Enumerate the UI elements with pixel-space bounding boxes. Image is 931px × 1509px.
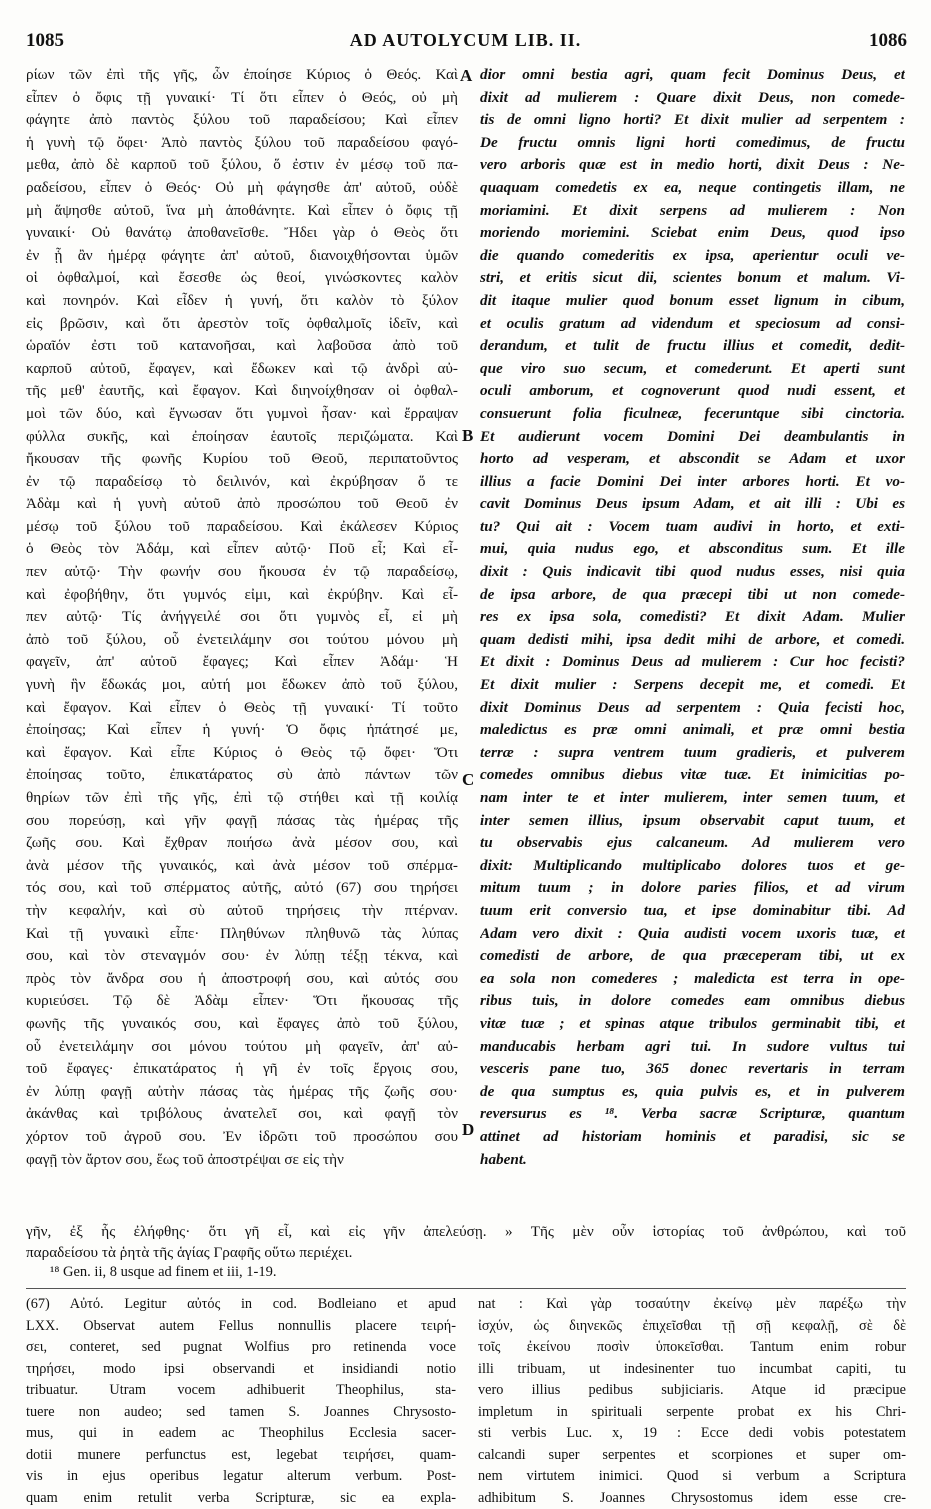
latin-text-line: reversurus es ¹⁸. Verba sacræ Scripturæ, quantum: [480, 1103, 905, 1126]
greek-text-line: πρὸς τὸν ἄνδρα σου ἡ ἀποστροφή σου, καὶ αὐτός σου: [26, 968, 458, 991]
note-line: calcandi super serpentes et scorpiones et super om-: [478, 1445, 906, 1467]
greek-text-line: φωνῆς τῆς γυναικός σου, καὶ ἔφαγες ἀπὸ τοῦ ξύλου,: [26, 1013, 458, 1036]
greek-text-line: χόρτον τοῦ ἀγροῦ σου. Ἐν ἱδρῶτι τοῦ προσώπου σου: [26, 1126, 458, 1149]
latin-text-line: et oculis gratum ad videndum et speciosum ad consi-: [480, 313, 905, 336]
greek-text-line: ρίων τῶν ἐπὶ τῆς γῆς, ὧν ἐποίησε Κύριος ὁ Θεός. Καὶ: [26, 64, 458, 87]
greek-text-line: φύλλα συκῆς, καὶ ἐποίησαν ἑαυτοῖς περιζώματα. Καὶ: [26, 426, 458, 449]
latin-text-line: oculi amborum, et cognoverunt quod nudi essent, et: [480, 380, 905, 403]
greek-text-line: τός σου, καὶ τοῦ σπέρματος αὐτῆς, αὐτό (67) σου τηρήσει: [26, 877, 458, 900]
greek-text-line: πεν αὐτῷ· Τὴν φωνήν σου ἤκουσα ἐν τῷ παραδείσῳ,: [26, 561, 458, 584]
greek-text-line: ἀνὰ μέσον τῆς γυναικός, καὶ ἀνὰ μέσον τοῦ σπέρμα-: [26, 855, 458, 878]
note-line: tuere non audeo; sed tamen S. Joannes Chrysosto-: [26, 1402, 456, 1424]
latin-text-line: dixit ad mulierem : Quare dixit Deus, non comede-: [480, 87, 905, 110]
note-line: sti verbis Luc. x, 19 : Ecce dedi vobis potestatem: [478, 1423, 906, 1445]
greek-text-line: εἰς βρῶσιν, καὶ ὅτι ἀρεστὸν τοῖς ὀφθαλμοῖς ἰδεῖν, καὶ: [26, 313, 458, 336]
latin-text-line: vitæ tuæ ; et spinas atque tribulos germinabit tibi, et: [480, 1013, 905, 1036]
greek-text-line: μέσῳ τοῦ ξύλου τοῦ παραδείσου. Καὶ ἐκάλεσεν Κύριος: [26, 516, 458, 539]
page-header: [0, 30, 931, 60]
greek-continuation-line: γῆν, ἐξ ἧς ἐλήφθης· ὅτι γῆ εἶ, καὶ εἰς γῆν ἀπελεύσῃ. » Τῆς μὲν οὖν ἱστορίας τοῦ ἀνθρώπου, καὶ τοῦ: [26, 1221, 906, 1244]
running-title: AD AUTOLYCUM LIB. II.: [0, 30, 931, 51]
scripture-footnote: ¹⁸ Gen. ii, 8 usque ad finem et iii, 1-19.: [50, 1264, 276, 1281]
greek-text-line: σου, καὶ τὸν στεναγμόν σου· ἐν λύπῃ τέξῃ τέκνα, καὶ: [26, 945, 458, 968]
note-line: adhibitum S. Joannes Chrysostomus idem esse cre-: [478, 1488, 906, 1509]
greek-text-line: ἐν λύπῃ φαγῇ αὐτὴν πάσας τὰς ἡμέρας τῆς ζωῆς σου·: [26, 1081, 458, 1104]
latin-text-line: stri, et eritis sicut dii, scientes bonum et malum. Vi-: [480, 267, 905, 290]
greek-text-line: μοὶ τῶν δύο, καὶ ἔγνωσαν ὅτι γυμνοὶ ἦσαν· καὶ ἔρραψαν: [26, 403, 458, 426]
latin-text-line: cavit Dominus Deus ipsum Adam, et ait illi : Ubi es: [480, 493, 905, 516]
latin-text-line: dit itaque mulier quod bonum esset lignum in cibum,: [480, 290, 905, 313]
note-line: impletum in spirituali serpente probat ex his Chri-: [478, 1402, 906, 1424]
note-line: (67) Αὐτό. Legitur αὐτός in cod. Bodleiano et apud: [26, 1294, 456, 1316]
latin-text-line: manducabis herbam agri tui. In sudore vultus tui: [480, 1036, 905, 1059]
latin-text-line: comedes omnibus diebus vitæ tuæ. Et inimicitias po-: [480, 764, 905, 787]
latin-text-line: res ex ipsa sola, comedisti? Et dixit Adam. Mulier: [480, 606, 905, 629]
latin-text-line: ea sola non comederes ; maledicta est terra in ope-: [480, 968, 905, 991]
latin-text-line: de qua sumptus es, quia pulvis es, et in pulverem: [480, 1081, 905, 1104]
latin-text-line: dixit : Quis indicavit tibi quod nudus esses, nisi quia: [480, 561, 905, 584]
note-line: vis in ejus operibus legatur alterum verbum. Post-: [26, 1466, 456, 1488]
latin-text-line: habent.: [480, 1149, 905, 1172]
greek-text-line: Ἀδὰμ καὶ ἡ γυνὴ αὐτοῦ ἀπὸ προσώπου τοῦ Θεοῦ ἐν: [26, 493, 458, 516]
latin-text-line: De fructu omnis ligni horti comedimus, de fructu: [480, 132, 905, 155]
latin-text-line: quaquam comedetis ex ea, neque contingetis illam, ne: [480, 177, 905, 200]
latin-text-line: die quando comederitis ex ipsa, aperientur oculi ve-: [480, 245, 905, 268]
note-line: nem virtutem inimici. Quod si verbum a Scriptura: [478, 1466, 906, 1488]
latin-text-line: que viro suo secum, et comederunt. Et aperti sunt: [480, 358, 905, 381]
latin-text-line: tis de omni ligno horti? Et dixit mulier ad serpentem :: [480, 109, 905, 132]
latin-text-line: vero arboris quæ est in medio horti, dixit Deus : Ne-: [480, 154, 905, 177]
greek-text-line: ὡραῖόν ἐστι τοῦ κατανοῆσαι, καὶ λαβοῦσα ἀπὸ τοῦ: [26, 335, 458, 358]
section-marker-a: A: [460, 66, 472, 86]
greek-text-line: ἀκάνθας καὶ τριβόλους ἀνατελεῖ σοι, καὶ φαγῇ τὸν: [26, 1103, 458, 1126]
page-number-right: 1086: [869, 30, 907, 52]
greek-text-line: ἐποίησας; Καὶ εἶπεν ἡ γυνή· Ὁ ὄφις ἠπάτησέ με,: [26, 719, 458, 742]
notes-right-column: [478, 1294, 906, 1509]
page-number-left: 1085: [26, 30, 64, 52]
latin-text-line: de ipsa arbore, de qua præcepi tibi ut non comede-: [480, 584, 905, 607]
latin-text-line: Et dixit mulier : Serpens decepit me, et comedi. Et: [480, 674, 905, 697]
greek-text-line: γυνὴ ἣν ἔδωκάς μοι, αὐτή μοι ἔδωκεν ἀπὸ τοῦ ξύλου,: [26, 674, 458, 697]
note-line: ἰσχύν, ὡς διηνεκῶς ἐπιχεῖσθαι τῇ σῇ κεφαλῇ, σὲ δὲ: [478, 1316, 906, 1338]
note-line: nat : Καὶ γὰρ τοσαύτην ἐκείνῳ μὲν παρέξω τὴν: [478, 1294, 906, 1316]
greek-column: [26, 64, 458, 1171]
latin-text-line: illius a facie Domini Dei inter arbores horti. Et vo-: [480, 471, 905, 494]
latin-text-line: nam inter te et inter mulierem, inter semen tuum, et: [480, 787, 905, 810]
latin-text-line: moriendo moriemini. Sciebat enim Deus, quod ipso: [480, 222, 905, 245]
note-line: σει, conteret, sed pugnat Wolfius pro retinenda voce: [26, 1337, 456, 1359]
greek-text-line: ζωῆς σου. Καὶ ἔχθραν ποιήσω ἀνὰ μέσον σου, καὶ: [26, 832, 458, 855]
latin-text-line: dior omni bestia agri, quam fecit Dominus Deus, et: [480, 64, 905, 87]
latin-text-line: quam dedisti mihi, ipsa dedit mihi de arbore, et comedi.: [480, 629, 905, 652]
latin-text-line: inter semen illius, ipsum observabit caput tuum, et: [480, 810, 905, 833]
greek-text-line: φαγεῖν, ἀπ' αὐτοῦ ἔφαγες; Καὶ εἶπεν Ἀδάμ· Ἡ: [26, 651, 458, 674]
latin-text-line: Et dixit : Dominus Deus ad mulierem : Cur hoc fecisti?: [480, 651, 905, 674]
greek-text-line: πεν αὐτῷ· Τίς ἀνήγγειλέ σοι ὅτι γυμνὸς εἶ, εἰ μὴ: [26, 606, 458, 629]
greek-text-line: Καὶ τῇ γυναικὶ εἶπε· Πληθύνων πληθυνῶ τὰς λύπας: [26, 923, 458, 946]
greek-text-line: τῆς μεθ' ἑαυτῆς, καὶ ἔφαγον. Καὶ διηνοίχθησαν οἱ ὀφθαλ-: [26, 380, 458, 403]
greek-text-line: τοῦ ἔφαγες· ἐπικατάρατος ἡ γῆ ἐν τοῖς ἔργοις σου,: [26, 1058, 458, 1081]
greek-continuation-line: παραδείσου τὰ ῥητὰ τῆς ἁγίας Γραφῆς οὕτω περιέχει.: [26, 1242, 906, 1265]
latin-text-line: terræ : supra ventrem tuum gradieris, et pulverem: [480, 742, 905, 765]
latin-text-line: mui, quia nudus ego, et absconditus sum. Et ille: [480, 538, 905, 561]
latin-text-line: Et audierunt vocem Domini Dei deambulantis in: [480, 426, 905, 449]
greek-text-line: σου πορεύσῃ, καὶ γῆν φαγῇ πάσας τὰς ἡμέρας τῆς: [26, 810, 458, 833]
note-line: quam enim retulit verba Scripturæ, sic ea expla-: [26, 1488, 456, 1509]
greek-text-line: καρποῦ αὐτοῦ, ἔφαγεν, καὶ ἔδωκεν καὶ τῷ ἀνδρὶ αὐ-: [26, 358, 458, 381]
latin-text-line: ribus tuis, in dolore comedes eam omnibus diebus: [480, 990, 905, 1013]
note-line: tribuatur. Utram vocem adhibuerit Theophilus, sta-: [26, 1380, 456, 1402]
latin-text-line: tu? Qui ait : Vocem tuam audivi in horto, et exti-: [480, 516, 905, 539]
latin-text-line: tu observabis ejus calcaneum. Ad mulierem vero: [480, 832, 905, 855]
greek-text-line: φάγητε ἀπὸ παντὸς ξύλου τοῦ παραδείσου; Καὶ εἶπεν: [26, 109, 458, 132]
greek-text-line: ραδείσου, εἶπεν ὁ Θεός· Οὐ μὴ φάγησθε ἀπ' αὐτοῦ, οὐδὲ: [26, 177, 458, 200]
footnote-divider: [26, 1288, 906, 1289]
greek-text-line: ἤκουσαν τῆς φωνῆς Κυρίου τοῦ Θεοῦ, περιπατοῦντος: [26, 448, 458, 471]
latin-text-line: dixit: Multiplicando multiplicabo dolores tuos et ge-: [480, 855, 905, 878]
greek-text-line: οἱ ὀφθαλμοί, καὶ ἔσεσθε ὡς θεοί, γινώσκοντες καλὸν: [26, 267, 458, 290]
note-line: vero illius pedibus subjiciaris. Atque id præcipue: [478, 1380, 906, 1402]
latin-text-line: consuerunt folia ficulneæ, feceruntque sibi cinctoria.: [480, 403, 905, 426]
latin-text-line: vesceris pane tuo, 365 donec revertaris in terram: [480, 1058, 905, 1081]
latin-text-line: attinet ad historiam hominis et paradisi, sic se: [480, 1126, 905, 1149]
greek-text-line: καὶ ἔφαγον. Καὶ εἶπεν ὁ Θεὸς τῇ γυναικί· Τί τοῦτο: [26, 697, 458, 720]
greek-text-line: φαγῇ τὸν ἄρτον σου, ἕως τοῦ ἀποστρέψαι σε εἰς τὴν: [26, 1149, 458, 1172]
greek-text-line: καὶ ἔφαγον. Καὶ εἶπε Κύριος ὁ Θεὸς τῷ ὄφει· Ὅτι: [26, 742, 458, 765]
note-line: illi tribuam, ut indesinenter tuo incumbat capiti, tu: [478, 1359, 906, 1381]
section-marker-c: C: [462, 770, 474, 790]
latin-text-line: Adam vero dixit : Quia audisti vocem uxoris tuæ, et: [480, 923, 905, 946]
greek-text-line: μεθα, ἀπὸ δὲ καρποῦ τοῦ ξύλου, ὅ ἐστιν ἐν μέσῳ τοῦ πα-: [26, 154, 458, 177]
note-line: τηρήσει, modo ipsi observandi et insidiandi notio: [26, 1359, 456, 1381]
greek-text-line: ἐν ᾗ ἂν ἡμέρᾳ φάγητε ἀπ' αὐτοῦ, διανοιχθήσονται ὑμῶν: [26, 245, 458, 268]
latin-text-line: moriamini. Et dixit serpens ad mulierem : Non: [480, 200, 905, 223]
greek-text-line: οὗ ἐνετειλάμην σοι μόνου τούτου μὴ φαγεῖν, ἀπ' αὐ-: [26, 1036, 458, 1059]
greek-text-line: ἡ γυνὴ τῷ ὄφει· Ἀπὸ παντὸς ξύλου τοῦ παραδείσου φαγό-: [26, 132, 458, 155]
note-line: LXX. Observat autem Fellus nonnullis placere τειρή-: [26, 1316, 456, 1338]
notes-left-column: [26, 1294, 456, 1509]
latin-text-line: horto ad vesperam, et abscondit se Adam et uxor: [480, 448, 905, 471]
latin-column: [480, 64, 905, 1171]
greek-text-line: ἀπὸ τοῦ ξύλου, οὗ ἐνετειλάμην σοι τούτου μόνου μὴ: [26, 629, 458, 652]
greek-text-line: θηρίων τῶν ἐπὶ τῆς γῆς, ἐπὶ τῷ στήθει καὶ τῇ κοιλίᾳ: [26, 787, 458, 810]
section-marker-d: D: [462, 1120, 474, 1140]
greek-text-line: καὶ πονηρόν. Καὶ εἶδεν ἡ γυνή, ὅτι καλὸν τὸ ξύλον: [26, 290, 458, 313]
latin-text-line: mitum tuum ; in dolore paries filios, et ad virum: [480, 877, 905, 900]
latin-text-line: comedisti de arbore, de qua præceperam tibi, ut ex: [480, 945, 905, 968]
greek-text-line: γυναικί· Οὐ θανάτῳ ἀποθανεῖσθε. Ἤδει γὰρ ὁ Θεὸς ὅτι: [26, 222, 458, 245]
greek-text-line: μὴ ἅψησθε αὐτοῦ, ἵνα μὴ ἀποθάνητε. Καὶ εἶπεν ὁ ὄφις τῇ: [26, 200, 458, 223]
latin-text-line: dixit Dominus Deus ad serpentem : Quia fecisti hoc,: [480, 697, 905, 720]
greek-text-line: τὴν κεφαλήν, καὶ σὺ αὐτοῦ τηρήσεις τὴν πτέρναν.: [26, 900, 458, 923]
greek-text-line: ἐποίησας τοῦτο, ἐπικατάρατος σὺ ἀπὸ πάντων τῶν: [26, 764, 458, 787]
greek-text-line: ὁ Θεὸς τὸν Ἀδάμ, καὶ εἶπεν αὐτῷ· Ποῦ εἶ; Καὶ εἶ-: [26, 538, 458, 561]
note-line: τοῖς ἐκείνου ποσὶν ὑποκεῖσθαι. Tantum enim robur: [478, 1337, 906, 1359]
latin-text-line: maledictus es præ omni animali, et præ omni bestia: [480, 719, 905, 742]
note-line: dotii munere perfunctus est, legebat τειρήσει, quam-: [26, 1445, 456, 1467]
latin-text-line: tuum erit conversio tua, et ipse dominabitur tibi. Ad: [480, 900, 905, 923]
note-line: mus, qui in eadem ac Theophilus Ecclesia sacer-: [26, 1423, 456, 1445]
latin-text-line: derandum, et tulit de fructu illius et comedit, dedit-: [480, 335, 905, 358]
greek-text-line: κυριεύσει. Τῷ δὲ Ἀδὰμ εἶπεν· Ὅτι ἤκουσας τῆς: [26, 990, 458, 1013]
section-marker-b: B: [462, 426, 473, 446]
greek-text-line: ἐν τῷ παραδείσῳ τὸ δειλινόν, καὶ ἐκρύβησαν ὅ τε: [26, 471, 458, 494]
greek-text-line: καὶ ἐφοβήθην, ὅτι γυμνός εἰμι, καὶ ἐκρύβην. Καὶ εἶ-: [26, 584, 458, 607]
greek-text-line: εἶπεν ὁ ὄφις τῇ γυναικί· Τί ὅτι εἶπεν ὁ Θεός, οὐ μὴ: [26, 87, 458, 110]
